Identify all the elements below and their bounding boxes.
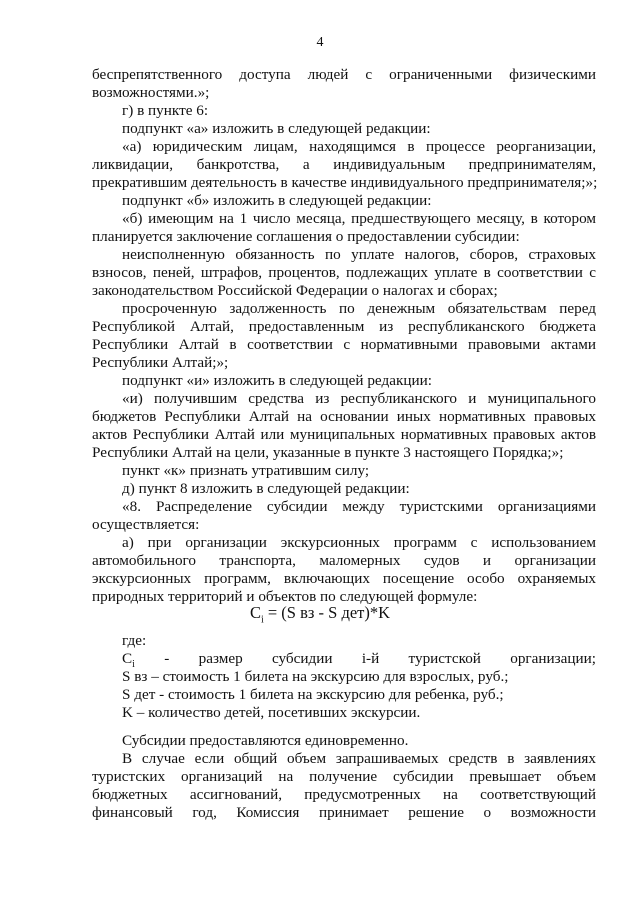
text-line: автомобильного транспорта, маломерных судов и организации <box>92 552 596 569</box>
text-line: K – количество детей, посетивших экскурсии. <box>122 704 421 721</box>
text-line: Республики Алтай на цели, указанные в пункте 3 настоящего Порядка;»; <box>92 444 564 461</box>
text-line: беспрепятственного доступа людей с ограниченными физическими <box>92 66 596 83</box>
text-line: подпункт «и» изложить в следующей редакции: <box>122 372 432 389</box>
text-line: природных территорий и объектов по следующей формуле: <box>92 588 478 605</box>
text-line: «8. Распределение субсидии между туристскими организациями <box>122 498 596 515</box>
text-line: прекратившим деятельность в качестве индивидуального предпринимателя;»; <box>92 174 598 191</box>
text-line: д) пункт 8 изложить в следующей редакции: <box>122 480 410 497</box>
text-line: подпункт «б» изложить в следующей редакции: <box>122 192 432 209</box>
definition-text: - размер субсидии i-й туристской организации; <box>164 650 597 667</box>
text-line: туристских организаций на получение субсидии превышает объем <box>92 768 596 785</box>
text-line: Республики Алтай;»; <box>92 354 229 371</box>
text-line: г) в пункте 6: <box>122 102 209 119</box>
text-line: неисполненную обязанность по уплате налогов, сборов, страховых <box>122 246 596 263</box>
text-line: актов Республики Алтай или муниципальных нормативных правовых актов <box>92 426 596 443</box>
text-line: подпункт «а» изложить в следующей редакции: <box>122 120 431 137</box>
text-line: а) при организации экскурсионных программ с использованием <box>122 534 596 551</box>
page-number: 4 <box>316 35 324 50</box>
text-line: просроченную задолженность по денежным обязательствам перед <box>122 300 596 317</box>
text-line: S дет - стоимость 1 билета на экскурсию для ребенка, руб.; <box>122 686 504 703</box>
text-line: пункт «к» признать утратившим силу; <box>122 462 370 479</box>
text-line: «и) получившим средства из республиканского и муниципального <box>122 390 596 407</box>
text-line: S вз – стоимость 1 билета на экскурсию для взрослых, руб.; <box>122 668 509 685</box>
formula-body: = (S вз - S дет)*K <box>263 603 391 622</box>
text-line: экскурсионных программ, включающих посещение особо охраняемых <box>92 570 596 587</box>
definition-line <box>122 650 597 671</box>
text-line: законодательством Российской Федерации о налогах и сборах; <box>92 282 498 299</box>
text-line: В случае если общий объем запрашиваемых средств в заявлениях <box>122 750 596 767</box>
text-line: Республики Алтай в соответствии с нормативными правовыми актами <box>92 336 596 353</box>
formula-subscript: i <box>260 614 264 626</box>
formula-c: C <box>249 603 261 622</box>
formula <box>0 603 640 630</box>
text-line: Субсидии предоставляются единовременно. <box>122 732 409 749</box>
text-line: финансовый год, Комиссия принимает решение о возможности <box>92 804 596 821</box>
text-line: «б) имеющим на 1 число месяца, предшествующего месяцу, в котором <box>122 210 596 227</box>
text-line: осуществляется: <box>92 516 200 533</box>
text-line: ликвидации, банкротства, а индивидуальным предпринимателям, <box>92 156 596 173</box>
text-line: Республикой Алтай, предоставленным из республиканского бюджета <box>92 318 596 335</box>
symbol-c: $C_i$ <box>122 650 135 671</box>
text-line: взносов, пеней, штрафов, процентов, подлежащих уплате в соответствии с <box>92 264 596 281</box>
text-line: «а) юридическим лицам, находящимся в процессе реорганизации, <box>122 138 596 155</box>
text-line: бюджетов Республики Алтай на основании иных нормативных правовых <box>92 408 596 425</box>
text-line: возможностями.»; <box>92 84 210 101</box>
text-line: где: <box>122 632 147 649</box>
text-line: планируется заключение соглашения о предоставлении субсидии: <box>92 228 520 245</box>
text-line: бюджетных ассигнований, предусмотренных на соответствующий <box>92 786 596 803</box>
